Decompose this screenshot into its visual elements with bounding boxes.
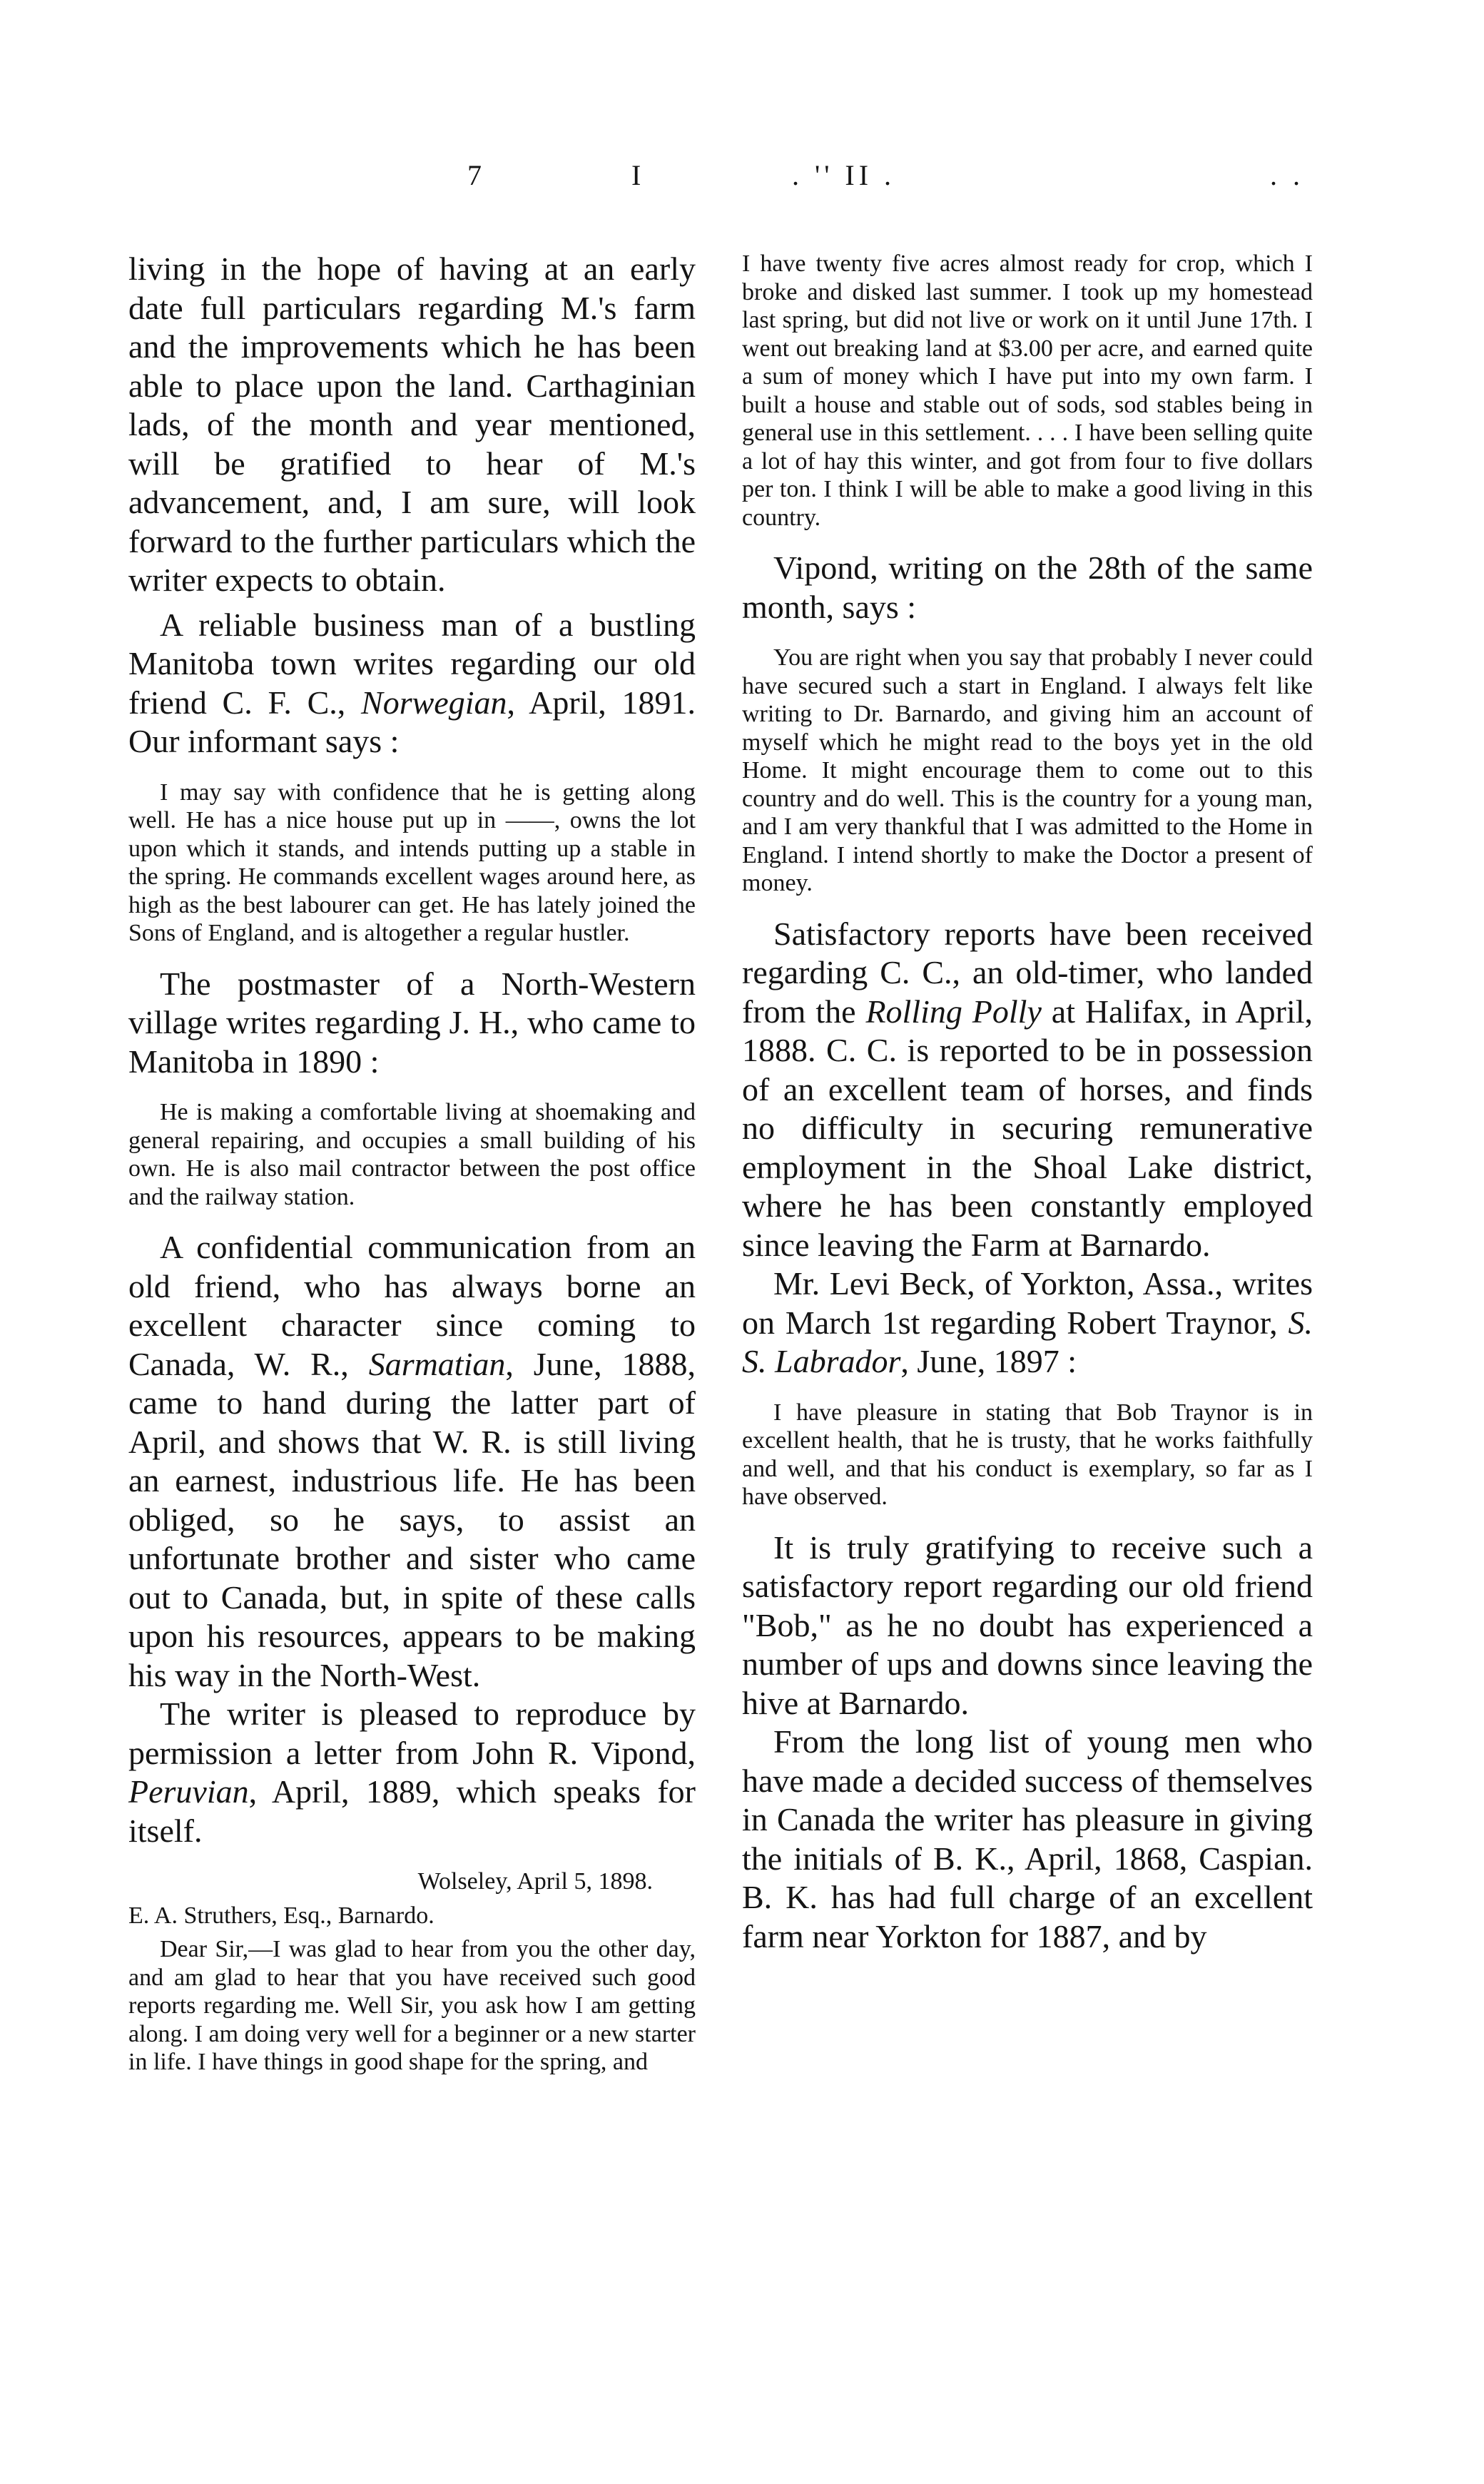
ship-name-labrador: S. S. Labrador <box>742 1304 1313 1379</box>
paragraph-levi-beck-pre: Mr. Levi Beck, of Yorkton, Assa., writes on March 1st regarding Robert Traynor, <box>742 1265 1313 1341</box>
quote-j-h: He is making a comfortable living at shoemaking and general repairing, and occupies a small building of his own. He is also mail contractor between the post office and the railway station. <box>128 1099 696 1210</box>
header-running-title: . '' II . <box>792 159 896 191</box>
quote-bob-traynor: I have pleasure in stating that Bob Traynor is in excellent health, that he is trusty, that he works faithfully and well, and that his conduct is exemplary, so far as I have observed. <box>742 1399 1313 1510</box>
ship-name-sarmatian: Sarmatian <box>368 1345 506 1382</box>
paragraph-postmaster: The postmaster of a North-Western village writes regarding J. H., who came to Manitoba in 1890 : <box>128 965 696 1080</box>
paragraph-vipond-intro <box>128 1695 696 1850</box>
paragraph-business-man-pre: A reliable business man of a bustling Manitoba town writes regarding our old friend C. F. C., <box>128 606 696 721</box>
left-column <box>128 250 696 2077</box>
paragraph-levi-beck-post: , June, 1897 : <box>900 1343 1077 1379</box>
quote-vipond-england: You are right when you say that probably I never could have secured such a start in England. I always felt like writing to Dr. Barnardo, and giving him an account of myself which he might read to the boys yet in the old Home. It might encourage them to come out to this country and do well. This is the country for a young man, and I am very thankful that I was admitted to the Home in England. I intend shortly to make the Doctor a present of money. <box>742 644 1313 896</box>
paragraph-satisfactory-reports <box>742 915 1313 1265</box>
paragraph-vipond-intro-post: , April, 1889, which speaks for itself. <box>128 1773 696 1849</box>
paragraph-business-man-post: , April, 1891. Our informant says : <box>128 684 696 759</box>
page-header <box>0 158 1484 201</box>
paragraph-confidential <box>128 1228 696 1695</box>
paragraph-confidential-post: , June, 1888, came to hand during the latter part of April, and shows that W. R. is still living an earnest, industrious life. He has been obliged, so he says, to assist an unfortunate brother and sister who came out to Canada, but, in spite of these calls upon his resources, appears to be making his way in the North-West. <box>128 1345 696 1693</box>
ship-name-peruvian: Peruvian <box>128 1773 249 1810</box>
quote-vipond-farm: I have twenty five acres almost ready for crop, which I broke and disked last summer. I took up my homestead last spring, but did not live or work on it until June 17th. I went out breaking land at $3.00 per acre, and earned quite a sum of money which I have put into my own farm. I built a house and stable out of sods, sod stables being in general use in this settlement. . . . I have been selling quite a lot of hay this winter, and got from four to five dollars per ton. I think I will be able to make a good living in this country. <box>742 250 1313 531</box>
paragraph-continuation: living in the hope of having at an early date full particulars regarding M.'s farm and the improvements which he has been able to place upon the land. Carthaginian lads, of the month and year mentioned, will be gratified to hear of M.'s advancement, and, I am sure, will look forward to the further particulars which the writer expects to obtain. <box>128 250 696 598</box>
paragraph-vipond-intro-pre: The writer is pleased to reproduce by permission a letter from John R. Vipond, <box>128 1695 696 1771</box>
paragraph-business-man <box>128 606 696 761</box>
paragraph-levi-beck <box>742 1264 1313 1382</box>
paragraph-long-list: From the long list of young men who have made a decided success of themselves in Canada the writer has pleasure in giving the initials of B. K., April, 1868, Caspian. B. K. has had full charge of an excellent farm near Yorkton for 1887, and by <box>742 1723 1313 1955</box>
ship-name-norwegian: Norwegian <box>361 684 507 721</box>
header-center-mark: I <box>631 159 646 191</box>
letter-date: Wolseley, April 5, 1898. <box>417 1868 653 1895</box>
paragraph-satisfactory-reports-post: at Halifax, in April, 1888. C. C. is reported to be in possession of an excellent team of horses, and finds no difficulty in securing remunerative employment in the Shoal Lake district, where he has been constantly employed since leaving the Farm at Barnardo. <box>742 993 1313 1263</box>
paragraph-satisfactory-reports-pre: Satisfactory reports have been received regarding C. C., an old-timer, who landed from the <box>742 915 1313 1030</box>
header-far-right: . . <box>1270 159 1304 191</box>
ship-name-rolling-polly: Rolling Polly <box>865 993 1042 1030</box>
quote-c-f-c: I may say with confidence that he is getting along well. He has a nice house put up in ——, owns the lot upon which it stands, and intends putting up a stable in the spring. He commands excellent wages around here, as high as the best labourer can get. He has lately joined the Sons of England, and is altogether a regular hustler. <box>128 779 696 946</box>
paragraph-vipond-28th: Vipond, writing on the 28th of the same month, says : <box>742 549 1313 625</box>
letter-body: Dear Sir,—I was glad to hear from you the other day, and am glad to hear that you have received such good reports regarding me. Well Sir, you ask how I am getting along. I am doing very well for a beginner or a new starter in life. I have things in good shape for the spring, and <box>128 1936 696 2075</box>
header-left-mark: 7 <box>467 159 486 191</box>
paragraph-confidential-pre: A confidential communication from an old friend, who has always borne an excellent character since coming to Canada, W. R., <box>128 1229 696 1382</box>
paragraph-gratifying: It is truly gratifying to receive such a satisfactory report regarding our old friend "Bob," as he no doubt has experienced a number of ups and downs since leaving the hive at Barnardo. <box>742 1529 1313 1721</box>
letter-salutation: E. A. Struthers, Esq., Barnardo. <box>128 1902 434 1929</box>
right-column <box>742 250 1313 1956</box>
